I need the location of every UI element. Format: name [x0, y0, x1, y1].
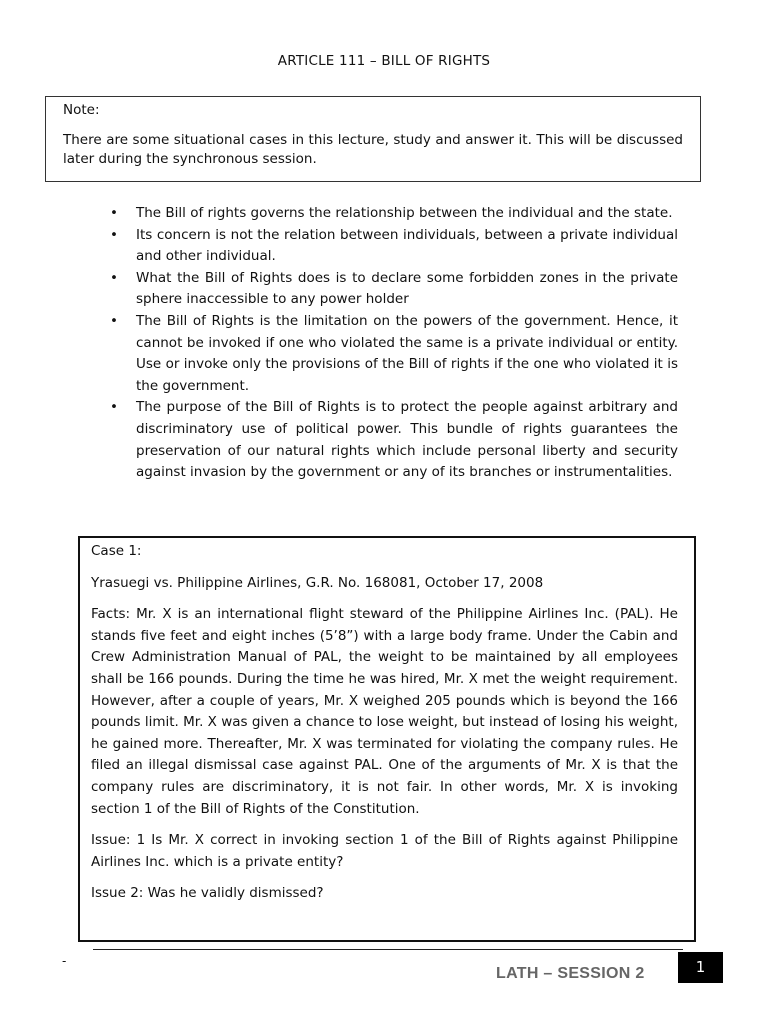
- bullet-list: [110, 203, 678, 484]
- list-item: [110, 311, 678, 397]
- list-item-text: What the Bill of Rights does is to declare some forbidden zones in the private sphere inaccessible to any power holder: [136, 269, 678, 308]
- list-item-text: The Bill of Rights is the limitation on the powers of the government. Hence, it cannot be invoked if one who violated the same is a private individual or entity. Use or invoke only the provisions of the Bill of rights if the one who violated it is the government.: [136, 312, 678, 394]
- note-box: [45, 96, 701, 182]
- bullet-icon: •: [110, 399, 118, 416]
- list-item-text: The purpose of the Bill of Rights is to protect the people against arbitrary and discriminatory use of political power. This bundle of rights guarantees the preservation of our natural rights which include personal liberty and security against invasion by the government or any of its branches or instrumentalities.: [136, 399, 678, 481]
- list-item: [110, 397, 678, 483]
- footer-session-label: LATH – SESSION 2: [496, 965, 645, 982]
- note-label: Note:: [63, 102, 100, 118]
- case-heading: Case 1:: [91, 543, 142, 559]
- bullet-icon: •: [110, 205, 118, 221]
- footer-dash: -: [62, 954, 67, 968]
- bullet-icon: •: [110, 312, 118, 329]
- list-item: [110, 203, 678, 225]
- bullet-icon: •: [110, 269, 118, 286]
- footer-divider: [93, 949, 683, 950]
- case-issue-2: Issue 2: Was he validly dismissed?: [91, 885, 324, 902]
- page-title: ARTICLE 111 – BILL OF RIGHTS: [277, 53, 491, 69]
- list-item-text: The Bill of rights governs the relationship between the individual and the state.: [136, 205, 673, 221]
- list-item: [110, 225, 678, 268]
- page-number: 1: [678, 952, 723, 983]
- bullet-icon: •: [110, 226, 118, 243]
- case-box: [78, 536, 696, 942]
- list-item-text: Its concern is not the relation between individuals, between a private individual and other individual.: [136, 226, 678, 265]
- note-text: There are some situational cases in this lecture, study and answer it. This will be discussed later during the synchronous session.: [63, 132, 683, 167]
- case-citation: Yrasuegi vs. Philippine Airlines, G.R. No. 168081, October 17, 2008: [91, 574, 544, 591]
- case-facts: Facts: Mr. X is an international flight steward of the Philippine Airlines Inc. (PAL). He stands five feet and eight inches (5’8”) with a large body frame. Under the Cabin and Crew Administration Manual of PAL, the weight to be maintained by all employees shall be 166 pounds. During the time he was hired, Mr. X met the weight requirement. However, after a couple of years, Mr. X weighed 205 pounds which is beyond the 166 pounds limit. Mr. X was given a chance to lose weight, but instead of losing his weight, he gained more. Thereafter, Mr. X was terminated for violating the company rules. He filed an illegal dismissal case against PAL. One of the arguments of Mr. X is that the company rules are discriminatory, it is not fair. In other words, Mr. X is invoking section 1 of the Bill of Rights of the Constitution.: [91, 606, 679, 817]
- case-issue-1: Issue: 1 Is Mr. X correct in invoking section 1 of the Bill of Rights against Philippine Airlines Inc. which is a private entity?: [91, 832, 678, 870]
- list-item: [110, 268, 678, 311]
